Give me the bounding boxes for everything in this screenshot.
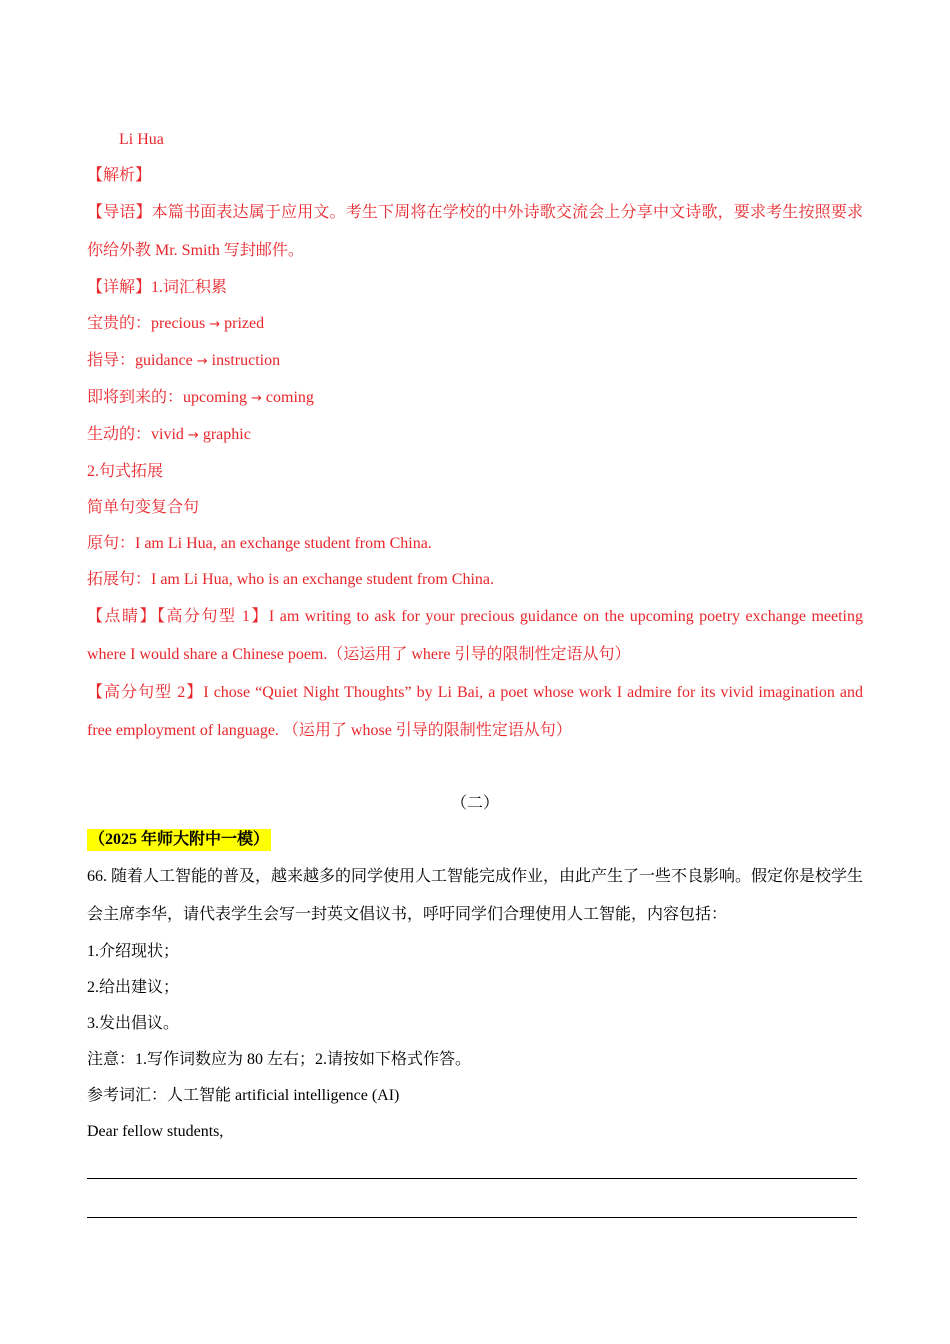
vocab-to: coming — [265, 389, 314, 406]
answer-line[interactable] — [87, 1150, 857, 1179]
section-title: （二） — [450, 795, 499, 812]
vocab-cn: 生动的： — [87, 426, 152, 443]
arrow-icon: → — [196, 354, 208, 369]
source-tag: （2025 年师大附中一模） — [87, 829, 271, 851]
arrow-icon: → — [209, 317, 221, 332]
vocab-item — [87, 380, 863, 417]
sentence-subheading: 简单句变复合句 — [87, 499, 200, 516]
vocab-item — [87, 306, 863, 343]
signature: Li Hua — [119, 131, 164, 148]
sentence-heading: 2.句式拓展 — [87, 463, 164, 480]
detail-heading: 【详解】1.词汇积累 — [87, 279, 228, 296]
question-prompt: 66. 随着人工智能的普及，越来越多的同学使用人工智能完成作业，由此产生了一些不良影响。假定你是校学生会主席李华，请代表学生会写一封英文倡议书，呼吁同学们合理使用人工智能，内容包括： — [87, 868, 864, 923]
analysis-heading: 【解析】 — [87, 167, 152, 184]
salutation: Dear fellow students, — [87, 1123, 224, 1140]
note: 注意：1.写作词数应为 80 左右；2.请按如下格式作答。 — [87, 1051, 472, 1068]
vocab-from: guidance — [135, 352, 193, 369]
requirement-item: 3.发出倡议。 — [87, 1015, 180, 1032]
original-sentence: 原句：I am Li Hua, an exchange student from China. — [87, 535, 432, 552]
vocab-to: prized — [224, 315, 265, 332]
guide-paragraph: 【导语】本篇书面表达属于应用文。考生下周将在学校的中外诗歌交流会上分享中文诗歌，要求考生按照要求你给外教 Mr. Smith 写封邮件。 — [87, 204, 863, 259]
highlight-sentence-2: 【高分句型 2】I chose “Quiet Night Thoughts” by Li Bai, a poet whose work I admire for its vivid imagination and free employment of language. （运用了 whose 引导的限制性定语从句） — [87, 684, 863, 739]
source-tag-row — [87, 822, 863, 858]
requirement-item: 2.给出建议； — [87, 979, 180, 996]
answer-line[interactable] — [87, 1189, 857, 1218]
vocab-from: vivid — [151, 426, 184, 443]
reference-vocab: 参考词汇：人工智能 artificial intelligence (AI) — [87, 1087, 400, 1104]
vocab-to: graphic — [202, 426, 251, 443]
arrow-icon: → — [187, 428, 199, 443]
highlight-sentence-1: 【点睛】【高分句型 1】I am writing to ask for your precious guidance on the upcoming poetry exchange meeting where I would share a Chinese poem.（运运用了 where 引导的限制性定语从句） — [87, 608, 863, 663]
spacer — [87, 750, 863, 786]
arrow-icon: → — [251, 391, 262, 406]
vocab-item — [87, 417, 863, 454]
vocab-cn: 宝贵的： — [87, 315, 152, 332]
vocab-cn: 即将到来的： — [87, 389, 184, 406]
requirement-item: 1.介绍现状； — [87, 943, 180, 960]
vocab-item — [87, 343, 863, 380]
expanded-sentence: 拓展句：I am Li Hua, who is an exchange student from China. — [87, 571, 495, 588]
document-page — [87, 122, 863, 1228]
vocab-to: instruction — [211, 352, 281, 369]
vocab-from: upcoming — [183, 389, 248, 406]
vocab-cn: 指导： — [87, 352, 136, 369]
vocab-from: precious — [151, 315, 206, 332]
